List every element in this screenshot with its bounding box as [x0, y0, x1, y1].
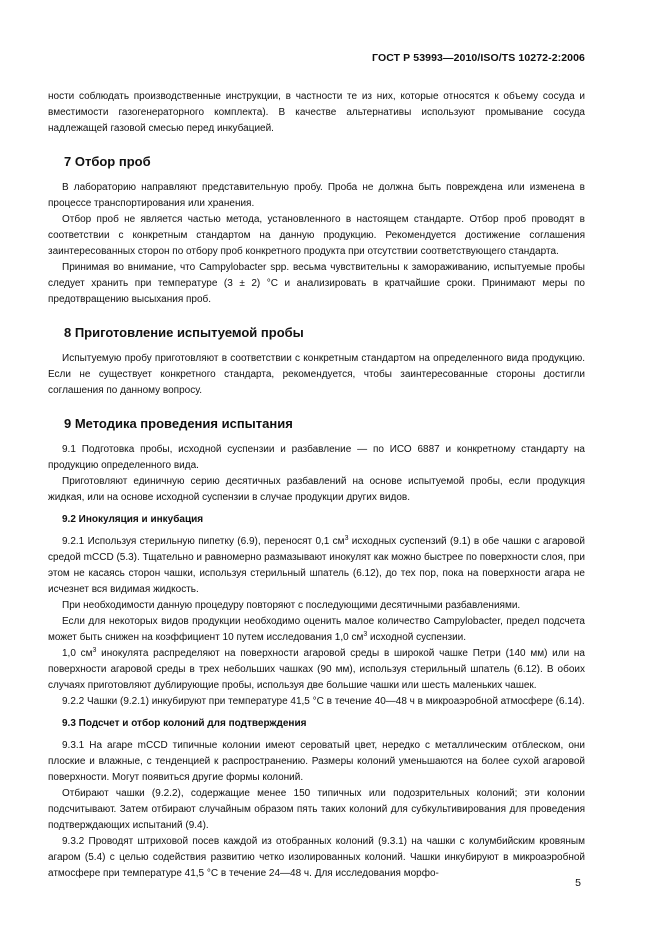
- section-8-title: 8 Приготовление испытуемой пробы: [64, 325, 304, 340]
- section-9-title: 9 Методика проведения испытания: [64, 416, 293, 431]
- section-7-paragraph-3: Принимая во внимание, что Campylobacter spp. весьма чувствительны к замораживанию, испытуемые пробы следует хранить при температуре (3 ± 2) °С и анализировать в кратчайшие сроки. Принимают меры по предотвращению высыхания проб.: [48, 262, 585, 305]
- section-9-2-1-paragraph-3: Если для некоторых видов продукции необходимо оценить малое количество Campylobacter, предел подсчета может быть снижен на коэффициент 10 путем исследования 1,0 $см^3$ исходной суспензии.: [48, 616, 585, 643]
- section-8-paragraph-1: Испытуемую пробу приготовляют в соответствии с конкретным стандартом на определенного вида продукцию. Если не существует конкретного стандарта, рекомендуется, чтобы заинтересованные стороны достигли соглашения по данному вопросу.: [48, 353, 585, 396]
- section-9-2-1-paragraph-2: При необходимости данную процедуру повторяют с последующими десятичными разбавлениями.: [62, 600, 521, 611]
- section-9-2-2-paragraph: 9.2.2 Чашки (9.2.1) инкубируют при температуре 41,5 °С в течение 40—48 ч в микроаэробной атмосфере (6.14).: [62, 696, 585, 707]
- subsection-9-3-title: 9.3 Подсчет и отбор колоний для подтверждения: [62, 718, 307, 729]
- section-9-3-1-paragraph: 9.3.1 На агаре mCCD типичные колонии имеют сероватый цвет, нередко с металлическим отблеском, они плоские и влажные, с тенденцией к распространению. Размеры колоний уменьшаются на более сухой агаровой поверхности. Могут появиться другие формы колоний.: [48, 740, 585, 783]
- intro-paragraph: ности соблюдать производственные инструкции, в частности те из них, которые относятся к объему сосуда и вместимости газогенераторного комплекта). В качестве альтернативы используют промывание сосуда надлежащей газовой смесью перед инкубацией.: [48, 91, 585, 134]
- section-9-2-1-paragraph-4: 1,0 $см^3$ инокулята распределяют на поверхности агаровой среды в широкой чашке Петри (140 мм) или на поверхности агаровой среды в трех небольших чашках (90 мм), используя стерильный шпатель (6.12). В обоих случаях приготовляют дублирующие пробы, используя две большие чашки или шесть маленьких чашек.: [48, 647, 585, 691]
- section-9-1-paragraph: 9.1 Подготовка пробы, исходной суспензии и разбавление — по ИСО 6887 и конкретному стандарту на продукцию определенного вида.: [48, 444, 585, 471]
- section-9-2-1-paragraph: 9.2.1 Используя стерильную пипетку (6.9), переносят 0,1 $см^3$ исходных суспензий (9.1) в обе чашки с агаровой средой mCCD (5.3). Тщательно и равномерно размазывают инокулят как можно быстрее по поверхности слоя, при этом не касаясь сторон чашки, используя стерильный шпатель (6.12), до тех пор, пока на поверхности агара не исчезнет вся видимая жидкость.: [48, 535, 585, 595]
- section-7-paragraph-1: В лабораторию направляют представительную пробу. Проба не должна быть повреждена или изменена в процессе транспортирования или хранения.: [48, 182, 585, 209]
- section-9-3-1-paragraph-2: Отбирают чашки (9.2.2), содержащие менее 150 типичных или подозрительных колоний; эти колонии подсчитывают. Затем отбирают случайным образом пять таких колоний для субкультивирования для проведения подтверждающих испытаний (9.4).: [48, 788, 585, 831]
- section-7-paragraph-2: Отбор проб не является частью метода, установленного в настоящем стандарте. Отбор проб проводят в соответствии с конкретным стандартом на данную продукцию. Рекомендуется достижение соглашения заинтересованных сторон по отбору проб конкретного продукта при отсутствии соответствующего стандарта.: [48, 214, 585, 257]
- section-9-1-paragraph-2: Приготовляют единичную серию десятичных разбавлений на основе испытуемой пробы, если продукция жидкая, или на основе исходной суспензии в случае продукции других видов.: [48, 476, 585, 503]
- document-header: ГОСТ Р 53993—2010/ISO/TS 10272-2:2006: [372, 52, 585, 64]
- page-content: [48, 89, 585, 882]
- section-9-3-2-paragraph: 9.3.2 Проводят штриховой посев каждой из отобранных колоний (9.3.1) на чашки с колумбийским кровяным агаром (5.4) с целью содействия развитию четко изолированных колоний. Чашки инкубируют в микроаэробной атмосфере при температуре 41,5 °С в течение 24—48 ч. Для исследования морфо-: [48, 836, 585, 879]
- section-7-title: 7 Отбор проб: [64, 154, 151, 169]
- subsection-9-2-title: 9.2 Инокуляция и инкубация: [62, 514, 204, 525]
- page-number: 5: [575, 877, 581, 889]
